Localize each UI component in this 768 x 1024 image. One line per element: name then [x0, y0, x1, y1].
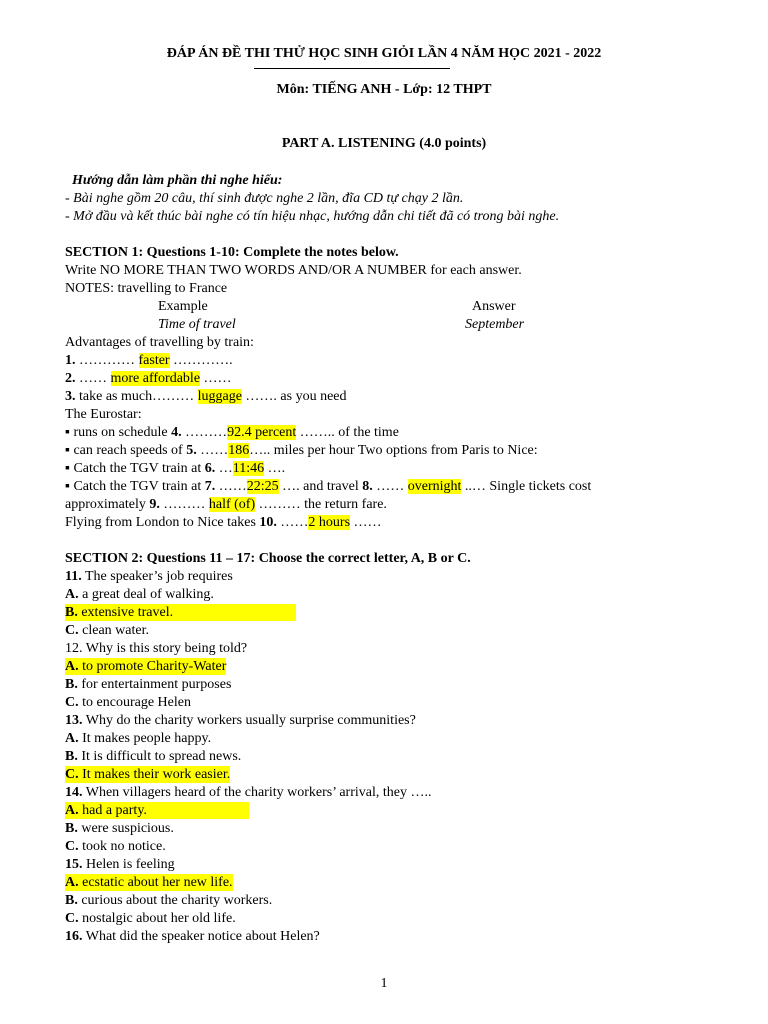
- q13-b-text: It is difficult to spread news.: [77, 749, 242, 764]
- q12-b-text: for entertainment purposes: [77, 677, 232, 692]
- advantages-heading: Advantages of travelling by train:: [65, 335, 254, 350]
- q13-b-letter: B.: [65, 749, 78, 764]
- q1-answer: faster: [138, 353, 170, 368]
- section1-notes: NOTES: travelling to France: [65, 281, 228, 296]
- q14-number: 14.: [65, 785, 83, 800]
- q15-b-letter: B.: [65, 893, 78, 908]
- q4-suffix: …….. of the time: [296, 425, 399, 440]
- question-2: [65, 370, 232, 387]
- q8-suffix: ..… Single tickets cost: [461, 479, 592, 494]
- q11-b-text: extensive travel.: [77, 605, 174, 620]
- q14-c-letter: C.: [65, 839, 79, 854]
- q2-answer: more affordable: [110, 371, 201, 386]
- part-title: PART A. LISTENING (4.0 points): [281, 136, 487, 151]
- q11-b-letter: B.: [65, 605, 78, 620]
- q9-mid: ………: [159, 497, 209, 512]
- q15-option-a-correct: [65, 874, 233, 891]
- example-label: Example: [158, 299, 208, 314]
- q14-b-text: were suspicious.: [77, 821, 174, 836]
- page-number: 1: [380, 976, 388, 991]
- guide-line-1: - Bài nghe gồm 20 câu, thí sinh được nghe 2 lần, đĩa CD tự chạy 2 lần.: [65, 191, 464, 206]
- q10-prefix: Flying from London to Nice takes: [65, 515, 260, 530]
- q12-option-b: [65, 676, 231, 693]
- q7-answer: 22:25: [246, 479, 279, 494]
- q12-a-text: to promote Charity-Water: [78, 659, 227, 674]
- q3-number: 3.: [65, 389, 76, 404]
- q5-number: 5.: [186, 443, 197, 458]
- q12-option-a-correct: [65, 658, 226, 675]
- q11-option-c: [65, 622, 149, 639]
- question-14: [65, 784, 431, 801]
- q4-mid: ………: [181, 425, 228, 440]
- guide-heading: Hướng dẫn làm phần thi nghe hiểu:: [72, 173, 283, 188]
- q9-prefix: approximately: [65, 497, 150, 512]
- q15-b-text: curious about the charity workers.: [77, 893, 273, 908]
- q15-option-c: [65, 910, 236, 927]
- q13-a-text: It makes people happy.: [78, 731, 212, 746]
- q12-c-text: to encourage Helen: [78, 695, 191, 710]
- q5-mid: ……: [196, 443, 229, 458]
- q12-b-letter: B.: [65, 677, 78, 692]
- q16-number: 16.: [65, 929, 83, 944]
- q13-a-letter: A.: [65, 731, 79, 746]
- q3-prefix: take as much………: [75, 389, 198, 404]
- q1-number: 1.: [65, 353, 76, 368]
- question-3: [65, 388, 347, 405]
- q9-suffix: ……… the return fare.: [255, 497, 387, 512]
- q13-text: Why do the charity workers usually surprise communities?: [82, 713, 416, 728]
- q6-answer: 11:46: [232, 461, 265, 476]
- question-5: [65, 442, 538, 459]
- q14-a-letter: A.: [65, 803, 79, 818]
- q5-suffix: ….. miles per hour Two options from Paris to Nice:: [249, 443, 538, 458]
- q13-number: 13.: [65, 713, 83, 728]
- q7-prefix: ▪ Catch the TGV train at: [65, 479, 205, 494]
- q7-number: 7.: [204, 479, 216, 494]
- q10-answer: 2 hours: [308, 515, 351, 530]
- example-answer: September: [465, 317, 525, 332]
- q9-answer: half (of): [208, 497, 256, 512]
- q7-mid: ……: [215, 479, 247, 494]
- q12-a-letter: A.: [65, 659, 79, 674]
- subject-line: Môn: TIẾNG ANH - Lớp: 12 THPT: [276, 82, 492, 97]
- example-text: Time of travel: [158, 317, 236, 332]
- question-1: [65, 352, 233, 369]
- q8-number: 8.: [362, 479, 373, 494]
- q11-number: 11.: [65, 569, 82, 584]
- q11-c-text: clean water.: [78, 623, 149, 638]
- q15-number: 15.: [65, 857, 83, 872]
- q13-option-c-correct: [65, 766, 230, 783]
- q14-b-letter: B.: [65, 821, 78, 836]
- q12-option-c: [65, 694, 191, 711]
- question-9: [65, 496, 387, 513]
- q4-number: 4.: [171, 425, 182, 440]
- q15-a-letter: A.: [65, 875, 79, 890]
- q10-number: 10.: [259, 515, 277, 530]
- section2-heading: SECTION 2: Questions 11 – 17: Choose the correct letter, A, B or C.: [65, 551, 471, 566]
- q15-c-letter: C.: [65, 911, 79, 926]
- q1-suffix: ………….: [169, 353, 233, 368]
- section1-instruction: Write NO MORE THAN TWO WORDS AND/OR A NUMBER for each answer.: [65, 263, 522, 278]
- q12-c-letter: C.: [65, 695, 79, 710]
- question-15: [65, 856, 175, 873]
- q13-option-a: [65, 730, 211, 747]
- q6-number: 6.: [204, 461, 216, 476]
- q15-option-b: [65, 892, 272, 909]
- q14-c-text: took no notice.: [78, 839, 166, 854]
- q15-c-text: nostalgic about her old life.: [78, 911, 236, 926]
- question-7-8: [65, 478, 591, 495]
- q1-prefix: …………: [75, 353, 139, 368]
- q11-c-letter: C.: [65, 623, 79, 638]
- title-underline: [254, 68, 450, 69]
- q2-number: 2.: [65, 371, 76, 386]
- q10-mid: ……: [276, 515, 309, 530]
- q4-prefix: ▪ runs on schedule: [65, 425, 172, 440]
- q13-c-text: It makes their work easier.: [78, 767, 231, 782]
- q10-suffix: ……: [350, 515, 382, 530]
- q14-text: When villagers heard of the charity workers’ arrival, they …..: [82, 785, 432, 800]
- q15-text: Helen is feeling: [82, 857, 175, 872]
- q11-text: The speaker’s job requires: [81, 569, 233, 584]
- q16-text: What did the speaker notice about Helen?: [82, 929, 320, 944]
- q13-option-b: [65, 748, 241, 765]
- question-16: [65, 928, 320, 945]
- q14-option-b: [65, 820, 174, 837]
- q11-a-letter: A.: [65, 587, 79, 602]
- q14-option-a-correct: [65, 802, 249, 819]
- question-12: 12. Why is this story being told?: [65, 641, 248, 656]
- q2-suffix: ……: [200, 371, 232, 386]
- q15-a-text: ecstatic about her new life.: [78, 875, 233, 890]
- q4-answer: 92.4 percent: [227, 425, 297, 440]
- question-13: [65, 712, 416, 729]
- question-10: [65, 514, 382, 531]
- q14-a-text: had a party.: [78, 803, 147, 818]
- q2-prefix: ……: [75, 371, 111, 386]
- q6-prefix: ▪ Catch the TGV train at: [65, 461, 205, 476]
- answer-label: Answer: [472, 299, 516, 314]
- eurostar-heading: The Eurostar:: [65, 407, 142, 422]
- guide-line-2: - Mở đầu và kết thúc bài nghe có tín hiệu nhạc, hướng dẫn chi tiết đã có trong bài nghe.: [65, 209, 560, 224]
- q3-suffix: ……. as you need: [241, 389, 347, 404]
- q11-a-text: a great deal of walking.: [78, 587, 214, 602]
- question-11: [65, 568, 233, 585]
- q9-number: 9.: [149, 497, 160, 512]
- q8-mid: ……: [372, 479, 408, 494]
- section1-heading: SECTION 1: Questions 1-10: Complete the notes below.: [65, 245, 399, 260]
- q5-prefix: ▪ can reach speeds of: [65, 443, 187, 458]
- question-6: [65, 460, 285, 477]
- q3-answer: luggage: [197, 389, 242, 404]
- q14-option-c: [65, 838, 166, 855]
- q5-answer: 186: [228, 443, 250, 458]
- q11-option-b-correct: [65, 604, 296, 621]
- q13-c-letter: C.: [65, 767, 79, 782]
- question-4: [65, 424, 399, 441]
- document-title: ĐÁP ÁN ĐỀ THI THỬ HỌC SINH GIỎI LẦN 4 NĂM HỌC 2021 - 2022: [166, 46, 602, 61]
- q7-suffix: …. and travel: [278, 479, 363, 494]
- q11-option-a: [65, 586, 214, 603]
- q8-answer: overnight: [407, 479, 462, 494]
- q6-suffix: ….: [264, 461, 286, 476]
- q6-mid: …: [215, 461, 233, 476]
